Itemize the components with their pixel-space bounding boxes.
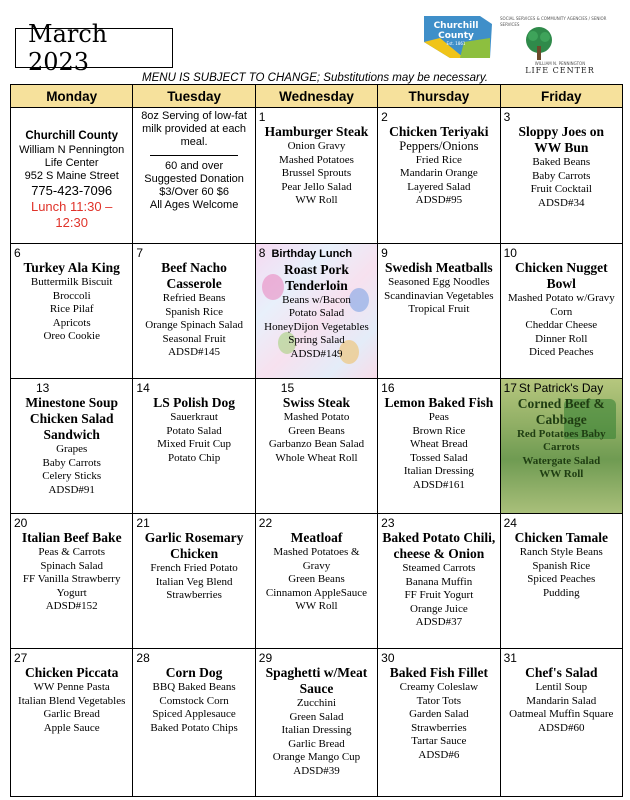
side-item: Creamy Coleslaw bbox=[399, 681, 479, 693]
side-item: Green Salad bbox=[289, 710, 344, 723]
side-item: Tropical Fruit bbox=[408, 303, 470, 315]
day-cell bbox=[378, 379, 500, 514]
side-item: Orange Juice bbox=[410, 602, 468, 615]
birthday-lunch-banner: Birthday Lunch bbox=[271, 248, 353, 260]
side-item: Peppers/Onions bbox=[399, 139, 479, 153]
day-number: 27 bbox=[14, 651, 28, 665]
main-dish: Corned Beef & Cabbage bbox=[517, 395, 605, 427]
side-item: ADSD#37 bbox=[415, 616, 463, 628]
side-item: Green Beans bbox=[288, 424, 345, 437]
day-number: 22 bbox=[258, 516, 273, 530]
donation-line-3: $3/Over 60 $6 bbox=[159, 186, 229, 198]
side-item: Spring Salad bbox=[288, 334, 345, 346]
side-item: Buttermilk Biscuit bbox=[30, 276, 113, 288]
side-item: ADSD#149 bbox=[290, 347, 343, 360]
day-number: 6 bbox=[14, 246, 21, 260]
day-number: 28 bbox=[136, 651, 150, 665]
side-item: Whole Wheat Roll bbox=[275, 451, 358, 464]
side-item: Red Potatoes Baby Carrots bbox=[516, 427, 606, 453]
day-cell bbox=[11, 244, 133, 379]
day-cell bbox=[378, 108, 500, 244]
menu-calendar bbox=[10, 84, 623, 797]
day-cell bbox=[500, 244, 622, 379]
side-item: Wheat Bread bbox=[410, 438, 468, 450]
main-dish: Sloppy Joes on WW Bun bbox=[518, 124, 605, 155]
side-item: Celery Sticks bbox=[42, 470, 102, 482]
main-dish: Baked Fish Fillet bbox=[389, 665, 488, 680]
side-item: Orange Mango Cup bbox=[272, 751, 361, 763]
side-item: Orange Spinach Salad bbox=[145, 319, 243, 331]
side-item: Pudding bbox=[542, 586, 580, 599]
lunch-hours: Lunch 11:30 – 12:30 bbox=[30, 198, 113, 230]
side-item: Spinach Salad bbox=[40, 559, 104, 572]
side-item: Garlic Bread bbox=[288, 737, 345, 750]
side-item: Garden Salad bbox=[409, 708, 469, 720]
side-item: ADSD#34 bbox=[538, 196, 585, 209]
day-number: 16 bbox=[381, 381, 395, 395]
st-patricks-banner: St Patrick's Day bbox=[518, 381, 604, 395]
side-item: Beans w/Bacon bbox=[282, 293, 351, 306]
calendar-title: March 2023 bbox=[15, 28, 173, 68]
main-dish: Spaghetti w/Meat Sauce bbox=[265, 665, 368, 696]
center-info-cell bbox=[11, 108, 133, 244]
day-cell bbox=[255, 108, 377, 244]
side-item: Mixed Fruit Cup bbox=[157, 438, 232, 450]
side-item: Potato Salad bbox=[288, 307, 345, 319]
side-item: Watergate Salad bbox=[522, 454, 601, 467]
day-cell bbox=[500, 649, 622, 797]
side-item: Grapes bbox=[56, 443, 88, 455]
logo-life-center: LIFE CENTER bbox=[525, 66, 595, 75]
side-item: Mashed Potatoes bbox=[279, 153, 354, 166]
main-dish: Chicken Nugget Bowl bbox=[514, 260, 608, 291]
center-address: 952 S Maine Street bbox=[24, 169, 119, 182]
side-item: WW Roll bbox=[539, 468, 584, 480]
side-item: Tator Tots bbox=[416, 694, 462, 707]
side-item: Brown Rice bbox=[412, 424, 466, 437]
side-item: Strawberries bbox=[411, 721, 467, 734]
day-number: 1 bbox=[258, 110, 266, 124]
day-number: 2 bbox=[381, 110, 388, 124]
main-dish: Beef Nacho Casserole bbox=[161, 260, 227, 291]
side-item: FF Fruit Yogurt bbox=[404, 589, 474, 601]
side-item: ADSD#145 bbox=[168, 346, 221, 358]
side-item: Baked Beans bbox=[532, 156, 591, 168]
day-cell bbox=[11, 649, 133, 797]
logo-person-name: WILLIAM N. PENNINGTON bbox=[534, 61, 586, 66]
side-item: Green Beans bbox=[288, 573, 345, 585]
day-cell bbox=[133, 514, 255, 649]
side-item: Lentil Soup bbox=[535, 681, 588, 693]
header-monday: Monday bbox=[11, 85, 133, 108]
side-item: Steamed Carrots bbox=[402, 562, 476, 574]
side-item: Oreo Cookie bbox=[43, 330, 100, 342]
day-number: 10 bbox=[503, 246, 517, 260]
day-cell bbox=[133, 379, 255, 514]
side-item: Spanish Rice bbox=[165, 305, 223, 318]
side-item: Ranch Style Beans bbox=[519, 546, 603, 558]
week-row bbox=[11, 379, 623, 514]
week-row bbox=[11, 108, 623, 244]
day-cell bbox=[255, 379, 377, 514]
side-item: Potato Chip bbox=[167, 451, 221, 464]
day-number: 7 bbox=[136, 246, 144, 260]
side-item: Apple Sauce bbox=[43, 721, 100, 734]
side-item: Peas bbox=[428, 411, 449, 423]
side-item: Layered Salad bbox=[407, 180, 471, 193]
logo bbox=[420, 12, 625, 76]
side-item: WW Roll bbox=[295, 194, 338, 206]
side-item: Potato Salad bbox=[166, 424, 222, 437]
main-dish: Turkey Ala King bbox=[23, 260, 120, 275]
main-dish: Chef's Salad bbox=[525, 665, 598, 680]
svg-text:Est. 1861: Est. 1861 bbox=[446, 41, 466, 46]
header-tuesday: Tuesday bbox=[133, 85, 255, 108]
day-number: 31 bbox=[503, 651, 517, 665]
main-dish: LS Polish Dog bbox=[153, 395, 235, 410]
center-line-1: William N Pennington bbox=[19, 143, 125, 156]
side-item: Italian Veg Blend bbox=[155, 575, 233, 588]
tree-icon bbox=[522, 26, 556, 62]
side-item: Corn bbox=[550, 305, 573, 318]
day-cell bbox=[500, 514, 622, 649]
day-number: 20 bbox=[14, 516, 28, 530]
side-item: ADSD#60 bbox=[538, 721, 585, 734]
center-name: Churchill County bbox=[25, 130, 119, 142]
side-item: Strawberries bbox=[166, 589, 222, 601]
side-item: Comstock Corn bbox=[159, 694, 229, 707]
main-dish: Garlic Rosemary Chicken bbox=[144, 530, 244, 561]
day-cell bbox=[133, 244, 255, 379]
donation-line-1: 60 and over bbox=[165, 160, 224, 172]
side-item: Brussel Sprouts bbox=[281, 167, 352, 179]
week-row bbox=[11, 649, 623, 797]
day-number: 29 bbox=[258, 651, 273, 665]
side-item: Seasoned Egg Noodles bbox=[388, 276, 490, 288]
side-item: Cinnamon AppleSauce bbox=[265, 586, 368, 599]
side-item: Italian Blend Vegetables bbox=[18, 694, 126, 707]
day-number: 13 bbox=[36, 381, 50, 395]
side-item: Garbanzo Bean Salad bbox=[268, 438, 365, 450]
side-item: Spiced Peaches bbox=[527, 573, 596, 585]
day-number: 9 bbox=[381, 246, 388, 260]
side-item: Sauerkraut bbox=[170, 411, 218, 423]
main-dish: Lemon Baked Fish bbox=[384, 395, 494, 410]
side-item: Scandinavian Vegetables bbox=[384, 289, 494, 302]
side-item: Mandarin Orange bbox=[399, 167, 478, 179]
side-item: French Fried Potato bbox=[150, 562, 238, 574]
county-seal-icon bbox=[420, 12, 496, 62]
day-number: 17 bbox=[503, 381, 517, 395]
main-dish: Chicken Piccata bbox=[25, 665, 119, 680]
side-item: Spanish Rice bbox=[532, 559, 591, 572]
side-item: FF Vanilla Strawberry Yogurt bbox=[22, 573, 121, 599]
day-number: 15 bbox=[280, 381, 295, 395]
side-item: Broccoli bbox=[52, 289, 91, 302]
main-dish: Italian Beef Bake bbox=[21, 530, 122, 545]
weekday-header-row bbox=[11, 85, 623, 108]
side-item: Garlic Bread bbox=[43, 708, 100, 720]
side-item: Spiced Applesauce bbox=[152, 708, 236, 720]
day-number: 24 bbox=[503, 516, 517, 530]
main-dish: Chicken Teriyaki bbox=[389, 124, 489, 139]
day-cell bbox=[378, 244, 500, 379]
day-number: 3 bbox=[503, 110, 511, 124]
main-dish: Chicken Tamale bbox=[514, 530, 608, 545]
day-number: 8 bbox=[258, 246, 266, 260]
day-cell bbox=[255, 514, 377, 649]
donation-line-2: Suggested Donation bbox=[144, 173, 244, 185]
side-item: Mashed Potato bbox=[283, 411, 350, 423]
main-dish: Swiss Steak bbox=[282, 395, 351, 410]
side-item: ADSD#95 bbox=[415, 194, 463, 206]
svg-text:Churchill: Churchill bbox=[433, 21, 479, 31]
side-item: Zucchini bbox=[296, 697, 337, 709]
week-row bbox=[11, 514, 623, 649]
side-item: WW Penne Pasta bbox=[33, 681, 110, 693]
side-item: WW Roll bbox=[295, 600, 338, 612]
side-item: Baby Carrots bbox=[532, 169, 591, 182]
day-cell bbox=[255, 649, 377, 797]
center-line-2: Life Center bbox=[44, 156, 99, 169]
main-dish: Hamburger Steak bbox=[264, 124, 369, 139]
main-dish: Minestone Soup Chicken Salad Sandwich bbox=[25, 395, 119, 442]
side-item: Oatmeal Muffin Square bbox=[509, 708, 614, 720]
side-item: BBQ Baked Beans bbox=[152, 681, 236, 693]
side-item: Rice Pilaf bbox=[49, 303, 94, 315]
side-item: Baked Potato Chips bbox=[150, 721, 238, 734]
day-number: 23 bbox=[381, 516, 395, 530]
svg-text:County: County bbox=[438, 31, 474, 41]
donation-line-4: All Ages Welcome bbox=[149, 199, 239, 211]
side-item: ADSD#152 bbox=[45, 600, 98, 612]
side-item: Cheddar Cheese bbox=[525, 319, 598, 331]
side-item: Tartar Sauce bbox=[411, 735, 467, 747]
side-item: Seasonal Fruit bbox=[162, 332, 226, 345]
side-item: Pear Jello Salad bbox=[281, 180, 352, 193]
day-number: 14 bbox=[136, 381, 150, 395]
donation-info-cell bbox=[133, 108, 255, 244]
header-friday: Friday bbox=[500, 85, 622, 108]
side-item: Baby Carrots bbox=[42, 456, 101, 469]
day-cell bbox=[11, 514, 133, 649]
day-number: 21 bbox=[136, 516, 150, 530]
header-thursday: Thursday bbox=[378, 85, 500, 108]
side-item: Refried Beans bbox=[162, 292, 226, 304]
header-wednesday: Wednesday bbox=[255, 85, 377, 108]
side-item: Italian Dressing bbox=[403, 465, 474, 477]
day-cell bbox=[11, 379, 133, 514]
side-item: HoneyDijon Vegetables bbox=[264, 320, 369, 333]
side-item: ADSD#161 bbox=[412, 478, 465, 491]
menu-notice: MENU IS SUBJECT TO CHANGE; Substitutions may be necessary. bbox=[142, 72, 488, 84]
side-item: Mashed Potato w/Gravy bbox=[507, 292, 615, 304]
main-dish: Roast Pork Tenderloin bbox=[284, 261, 349, 293]
main-dish: Baked Potato Chili, cheese & Onion bbox=[382, 530, 496, 561]
main-dish: Meatloaf bbox=[290, 530, 343, 545]
side-item: Diced Peaches bbox=[529, 346, 594, 358]
side-item: ADSD#6 bbox=[418, 748, 460, 761]
side-item: Banana Muffin bbox=[405, 575, 473, 588]
birthday-day-cell bbox=[255, 244, 377, 379]
side-item: Peas & Carrots bbox=[38, 546, 105, 558]
side-item: Dinner Roll bbox=[535, 332, 588, 345]
day-cell bbox=[378, 649, 500, 797]
side-item: Mashed Potatoes & Gravy bbox=[273, 546, 360, 572]
main-dish: Corn Dog bbox=[165, 665, 223, 680]
side-item: ADSD#39 bbox=[293, 764, 340, 777]
side-item: Fried Rice bbox=[415, 153, 462, 166]
side-item: Fruit Cocktail bbox=[530, 183, 592, 195]
side-item: Tossed Salad bbox=[410, 451, 468, 464]
side-item: Onion Gravy bbox=[287, 140, 346, 152]
side-item: ADSD#91 bbox=[48, 483, 95, 496]
day-cell bbox=[500, 108, 622, 244]
milk-note: 8oz Serving of low-fat milk provided at each meal. bbox=[141, 110, 247, 148]
center-phone: 775-423-7096 bbox=[31, 182, 113, 198]
st-patricks-day-cell bbox=[500, 379, 622, 514]
day-number: 30 bbox=[381, 651, 395, 665]
side-item: Italian Dressing bbox=[281, 724, 352, 736]
week-row bbox=[11, 244, 623, 379]
side-item: Mandarin Salad bbox=[526, 694, 597, 707]
day-cell bbox=[378, 514, 500, 649]
main-dish: Swedish Meatballs bbox=[385, 260, 493, 275]
side-item: Apricots bbox=[52, 316, 91, 329]
logo-agency-text: SOCIAL SERVICES & COMMUNITY AGENCIES / SENIOR SERVICES bbox=[500, 16, 607, 27]
day-cell bbox=[133, 649, 255, 797]
